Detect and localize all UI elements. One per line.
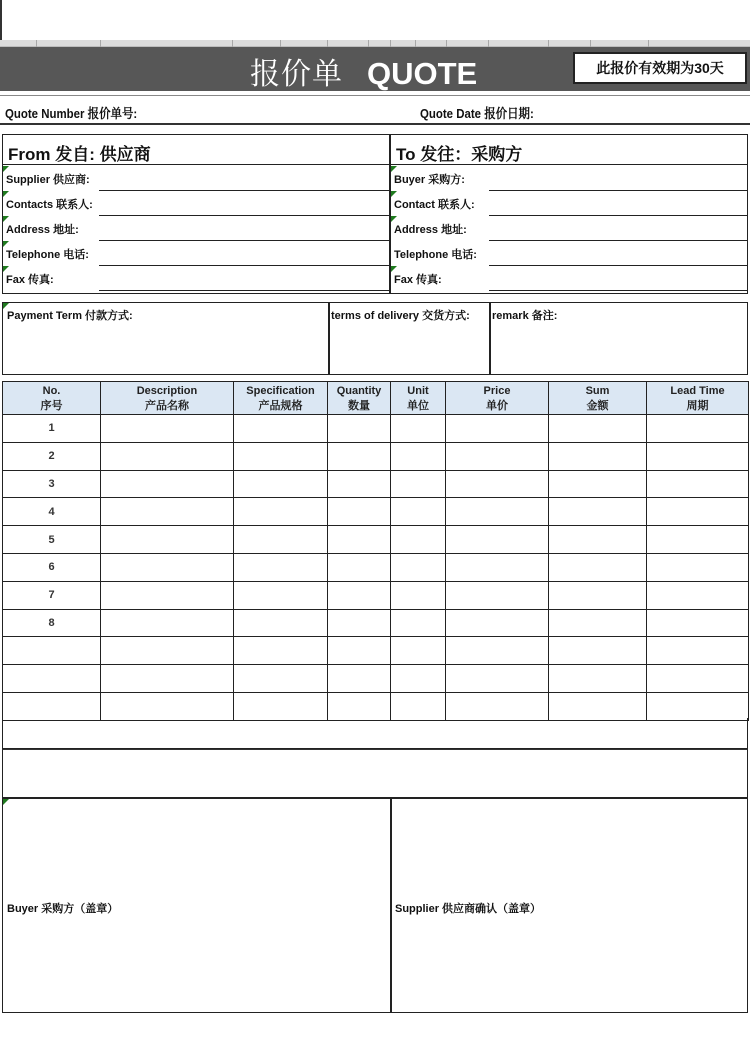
cell-specification[interactable] [234, 498, 328, 526]
from-supplier-label: Supplier 供应商: [6, 174, 90, 186]
cell-unit[interactable] [391, 442, 446, 470]
cell-sum[interactable] [549, 553, 647, 581]
cell-sum[interactable] [549, 581, 647, 609]
sheet-edge-line [0, 0, 2, 40]
cell-no[interactable]: 1 [3, 415, 101, 443]
cell-unit[interactable] [391, 637, 446, 665]
cell-sum[interactable] [549, 415, 647, 443]
cell-specification[interactable] [234, 442, 328, 470]
col-header-unit: Unit 单位 [391, 382, 446, 415]
cell-price[interactable] [446, 665, 549, 693]
table-row [3, 442, 749, 470]
comment-marker-icon [391, 216, 397, 222]
table-row [3, 553, 749, 581]
comment-marker-icon [3, 303, 9, 309]
cell-quantity[interactable] [328, 692, 391, 720]
col-header-lead-time: Lead Time 周期 [647, 382, 749, 415]
cell-quantity[interactable] [328, 609, 391, 637]
table-row [3, 692, 749, 720]
cell-price[interactable] [446, 637, 549, 665]
cell-unit[interactable] [391, 498, 446, 526]
cell-specification[interactable] [234, 665, 328, 693]
cell-unit[interactable] [391, 526, 446, 554]
cell-lead-time[interactable] [647, 581, 749, 609]
cell-price[interactable] [446, 415, 549, 443]
cell-lead-time[interactable] [647, 470, 749, 498]
from-address-field[interactable] [103, 220, 385, 236]
cell-unit[interactable] [391, 415, 446, 443]
cell-sum[interactable] [549, 665, 647, 693]
cell-quantity[interactable] [328, 470, 391, 498]
cell-description[interactable] [101, 498, 234, 526]
document-title [250, 49, 477, 93]
cell-quantity[interactable] [328, 526, 391, 554]
cell-lead-time[interactable] [647, 442, 749, 470]
cell-description[interactable] [101, 637, 234, 665]
to-contact-label: Contact 联系人: [394, 199, 475, 211]
to-buyer-row [391, 166, 747, 191]
table-row [3, 415, 749, 443]
cell-lead-time[interactable] [647, 526, 749, 554]
supplier-signature-label: Supplier 供应商确认（盖章） [395, 903, 542, 915]
items-table [2, 381, 749, 721]
cell-no[interactable]: 5 [3, 526, 101, 554]
cell-unit[interactable] [391, 470, 446, 498]
from-supplier-row [3, 166, 389, 191]
remark-label: remark 备注: [492, 310, 558, 322]
cell-sum[interactable] [549, 470, 647, 498]
cell-unit[interactable] [391, 609, 446, 637]
from-heading: From 发自: 供应商 [3, 135, 389, 165]
cell-no[interactable] [3, 692, 101, 720]
cell-lead-time[interactable] [647, 637, 749, 665]
table-row [3, 498, 749, 526]
cell-sum[interactable] [549, 498, 647, 526]
col-header-specification: Specification 产品规格 [234, 382, 328, 415]
cell-description[interactable] [101, 665, 234, 693]
cell-specification[interactable] [234, 470, 328, 498]
column-ruler [0, 40, 750, 47]
cell-specification[interactable] [234, 415, 328, 443]
col-header-quantity: Quantity 数量 [328, 382, 391, 415]
from-address-label: Address 地址: [6, 224, 79, 236]
from-section [2, 134, 390, 294]
cell-price[interactable] [446, 498, 549, 526]
cell-price[interactable] [446, 609, 549, 637]
to-address-field[interactable] [491, 220, 743, 236]
items-header-row [3, 382, 749, 415]
cell-quantity[interactable] [328, 553, 391, 581]
to-section [390, 134, 748, 294]
remark-cell[interactable] [490, 303, 747, 374]
delivery-terms-cell[interactable] [329, 303, 489, 374]
cell-lead-time[interactable] [647, 415, 749, 443]
cell-sum[interactable] [549, 637, 647, 665]
quote-number-label: Quote Number 报价单号: [5, 106, 138, 121]
from-address-row [3, 216, 389, 241]
cell-lead-time[interactable] [647, 692, 749, 720]
cell-specification[interactable] [234, 526, 328, 554]
table-row [3, 526, 749, 554]
from-fax-label: Fax 传真: [6, 274, 54, 286]
table-row [3, 665, 749, 693]
cell-description[interactable] [101, 442, 234, 470]
from-telephone-field[interactable] [103, 245, 385, 261]
cell-price[interactable] [446, 553, 549, 581]
cell-specification[interactable] [234, 609, 328, 637]
comment-marker-icon [391, 266, 397, 272]
table-row [3, 470, 749, 498]
from-contacts-row [3, 191, 389, 216]
comment-marker-icon [3, 241, 9, 247]
notes-row[interactable] [2, 749, 748, 798]
to-buyer-label: Buyer 采购方: [394, 174, 465, 186]
cell-quantity[interactable] [328, 442, 391, 470]
cell-no[interactable]: 4 [3, 498, 101, 526]
to-fax-row [391, 266, 747, 291]
validity-note: 此报价有效期为30天 [573, 52, 747, 84]
comment-marker-icon [3, 799, 9, 805]
buyer-signature-label: Buyer 采购方（盖章） [7, 903, 119, 915]
terms-section [2, 302, 748, 375]
cell-quantity[interactable] [328, 581, 391, 609]
cell-lead-time[interactable] [647, 609, 749, 637]
field-underline [99, 290, 389, 292]
to-telephone-row [391, 241, 747, 266]
cell-description[interactable] [101, 581, 234, 609]
cell-no[interactable]: 2 [3, 442, 101, 470]
cell-description[interactable] [101, 470, 234, 498]
cell-lead-time[interactable] [647, 665, 749, 693]
from-telephone-label: Telephone 电话: [6, 249, 89, 261]
to-contact-field[interactable] [491, 195, 743, 211]
cell-unit[interactable] [391, 665, 446, 693]
cell-quantity[interactable] [328, 665, 391, 693]
to-contact-row [391, 191, 747, 216]
cell-specification[interactable] [234, 553, 328, 581]
cell-no[interactable]: 3 [3, 470, 101, 498]
payment-term-cell[interactable] [3, 303, 328, 374]
col-header-no: No. 序号 [3, 382, 101, 415]
col-header-description: Description 产品名称 [101, 382, 234, 415]
cell-description[interactable] [101, 692, 234, 720]
title-zh: 报价单 [250, 57, 343, 92]
divider [390, 799, 392, 1012]
to-telephone-field[interactable] [491, 245, 743, 261]
col-header-price: Price 单价 [446, 382, 549, 415]
cell-no[interactable]: 7 [3, 581, 101, 609]
to-address-row [391, 216, 747, 241]
cell-sum[interactable] [549, 692, 647, 720]
from-supplier-field[interactable] [103, 170, 385, 186]
delivery-terms-label: terms of delivery 交货方式: [331, 310, 470, 322]
to-address-label: Address 地址: [394, 224, 467, 236]
table-row [3, 609, 749, 637]
to-fax-label: Fax 传真: [394, 274, 442, 286]
cell-lead-time[interactable] [647, 553, 749, 581]
cell-sum[interactable] [549, 526, 647, 554]
total-row[interactable] [2, 718, 748, 749]
to-telephone-label: Telephone 电话: [394, 249, 477, 261]
cell-price[interactable] [446, 470, 549, 498]
cell-quantity[interactable] [328, 498, 391, 526]
cell-quantity[interactable] [328, 415, 391, 443]
cell-sum[interactable] [549, 609, 647, 637]
quote-date-label: Quote Date 报价日期: [420, 106, 534, 121]
comment-marker-icon [3, 191, 9, 197]
col-header-sum: Sum 金额 [549, 382, 647, 415]
cell-price[interactable] [446, 526, 549, 554]
table-row [3, 637, 749, 665]
cell-sum[interactable] [549, 442, 647, 470]
comment-marker-icon [3, 216, 9, 222]
cell-description[interactable] [101, 553, 234, 581]
cell-unit[interactable] [391, 553, 446, 581]
cell-specification[interactable] [234, 581, 328, 609]
cell-unit[interactable] [391, 692, 446, 720]
cell-no[interactable] [3, 665, 101, 693]
cell-description[interactable] [101, 415, 234, 443]
cell-no[interactable]: 6 [3, 553, 101, 581]
title-banner [0, 47, 750, 91]
title-en: QUOTE [367, 56, 478, 91]
cell-description[interactable] [101, 609, 234, 637]
cell-no[interactable]: 8 [3, 609, 101, 637]
from-contacts-label: Contacts 联系人: [6, 199, 93, 211]
to-buyer-field[interactable] [491, 170, 743, 186]
cell-no[interactable] [3, 637, 101, 665]
cell-unit[interactable] [391, 581, 446, 609]
cell-description[interactable] [101, 526, 234, 554]
cell-specification[interactable] [234, 637, 328, 665]
cell-price[interactable] [446, 692, 549, 720]
from-telephone-row [3, 241, 389, 266]
field-underline [489, 290, 747, 292]
quote-info-line [0, 95, 750, 125]
from-fax-field[interactable] [103, 270, 385, 286]
cell-quantity[interactable] [328, 637, 391, 665]
cell-price[interactable] [446, 581, 549, 609]
to-heading: To 发往：采购方 [391, 135, 747, 165]
signature-section [2, 798, 748, 1013]
from-contacts-field[interactable] [103, 195, 385, 211]
comment-marker-icon [391, 191, 397, 197]
cell-price[interactable] [446, 442, 549, 470]
table-row [3, 581, 749, 609]
from-fax-row [3, 266, 389, 291]
cell-specification[interactable] [234, 692, 328, 720]
comment-marker-icon [391, 166, 397, 172]
cell-lead-time[interactable] [647, 498, 749, 526]
to-fax-field[interactable] [491, 270, 743, 286]
comment-marker-icon [3, 266, 9, 272]
payment-term-label: Payment Term 付款方式: [7, 310, 133, 322]
comment-marker-icon [3, 166, 9, 172]
